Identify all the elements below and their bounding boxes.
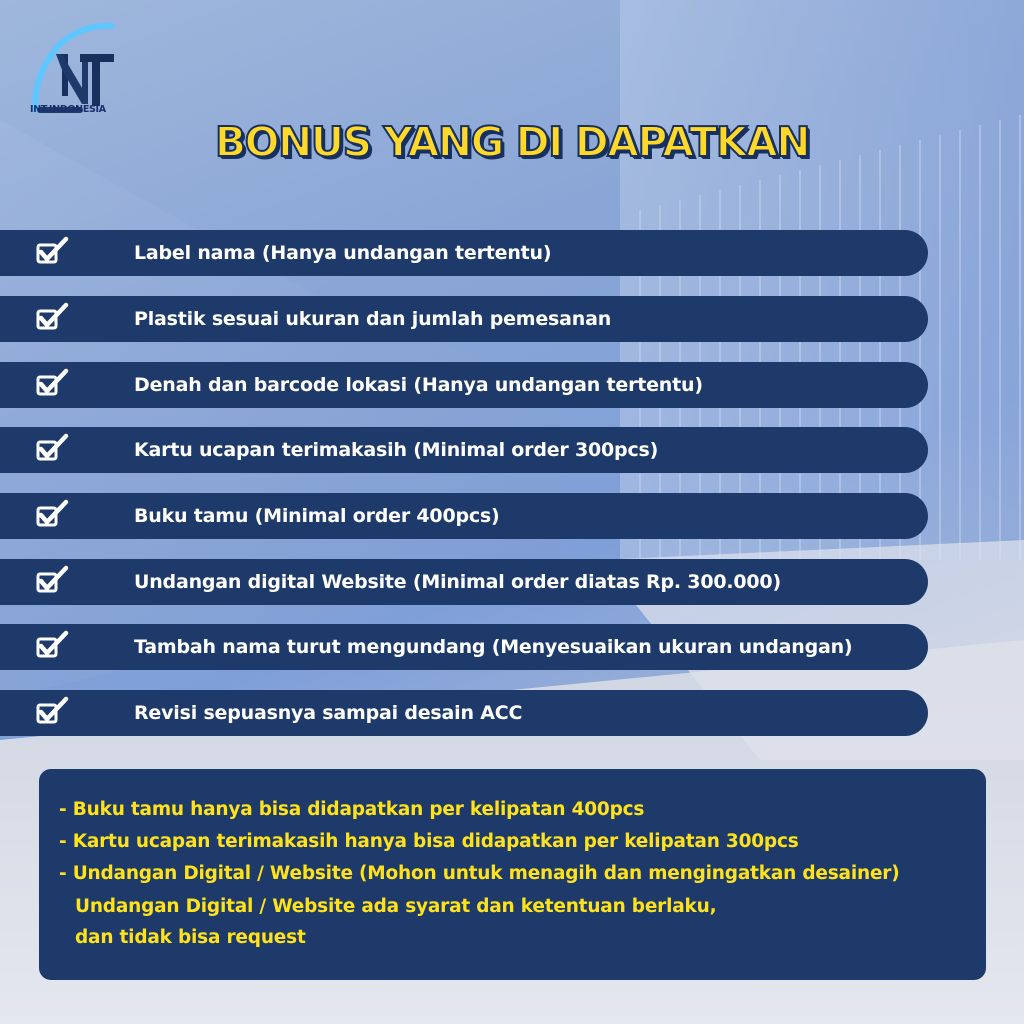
benefit-item	[0, 559, 928, 605]
benefit-label: Tambah nama turut mengundang (Menyesuaikan ukuran undangan)	[134, 636, 853, 658]
benefit-item	[0, 362, 928, 408]
benefit-label: Revisi sepuasnya sampai desain ACC	[134, 702, 523, 724]
checkbox-check-icon	[36, 696, 70, 726]
benefit-item	[0, 296, 928, 342]
notes-panel	[39, 769, 986, 980]
benefit-item	[0, 230, 928, 276]
page-title: BONUS YANG DI DAPATKAN	[214, 118, 810, 166]
brand-name: INT.INDONESIA	[30, 104, 106, 115]
note-line: dan tidak bisa request	[75, 927, 306, 948]
benefit-item	[0, 427, 928, 473]
benefit-label: Denah dan barcode lokasi (Hanya undangan tertentu)	[134, 374, 703, 396]
checkbox-check-icon	[36, 236, 70, 266]
benefit-label: Buku tamu (Minimal order 400pcs)	[134, 505, 500, 527]
benefit-item	[0, 624, 928, 670]
checkbox-check-icon	[36, 368, 70, 398]
benefit-label: Kartu ucapan terimakasih (Minimal order 300pcs)	[134, 439, 659, 461]
benefit-label: Label nama (Hanya undangan tertentu)	[134, 242, 552, 264]
note-line: Undangan Digital / Website ada syarat dan ketentuan berlaku,	[75, 896, 717, 917]
note-line: - Buku tamu hanya bisa didapatkan per kelipatan 400pcs	[59, 799, 645, 820]
benefit-label: Plastik sesuai ukuran dan jumlah pemesanan	[134, 308, 612, 330]
checkbox-check-icon	[36, 499, 70, 529]
benefit-label: Undangan digital Website (Minimal order diatas Rp. 300.000)	[134, 571, 781, 593]
benefit-item	[0, 690, 928, 736]
checkbox-check-icon	[36, 302, 70, 332]
checkbox-check-icon	[36, 433, 70, 463]
checkbox-check-icon	[36, 630, 70, 660]
note-line: - Kartu ucapan terimakasih hanya bisa didapatkan per kelipatan 300pcs	[59, 831, 799, 852]
benefit-item	[0, 493, 928, 539]
note-line: - Undangan Digital / Website (Mohon untuk menagih dan mengingatkan desainer)	[59, 863, 900, 884]
checkbox-check-icon	[36, 565, 70, 595]
